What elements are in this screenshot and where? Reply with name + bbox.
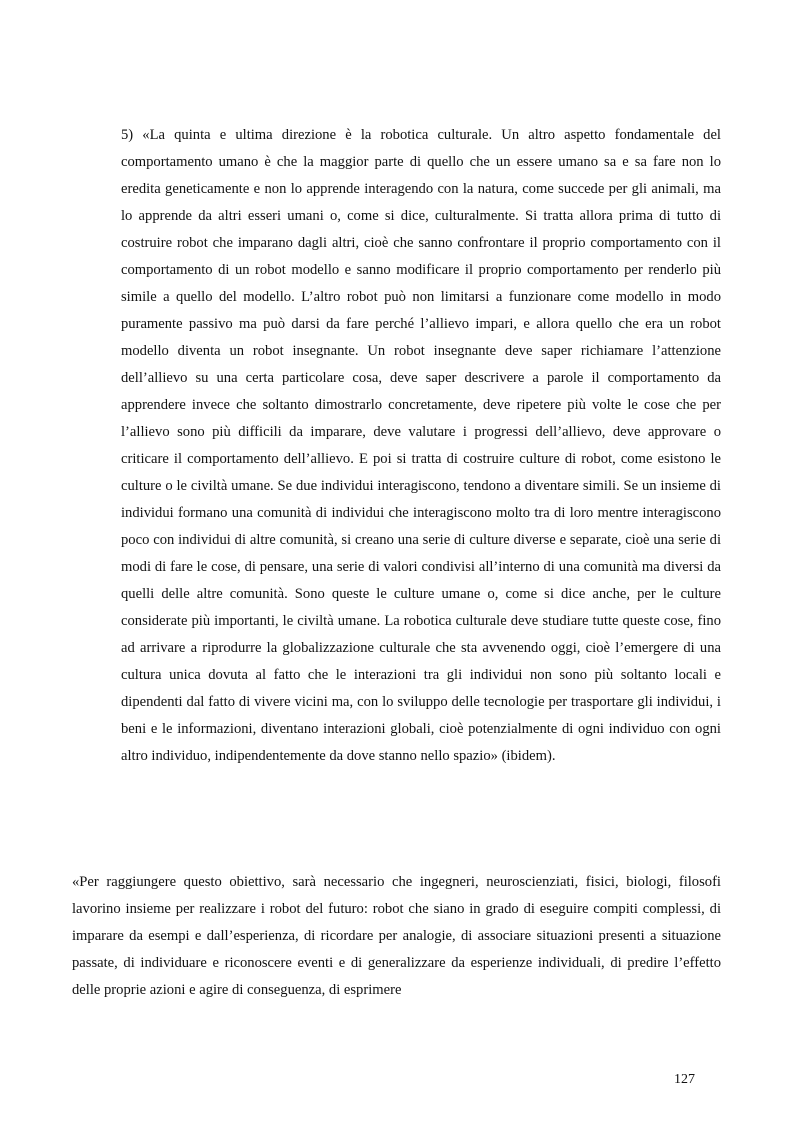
quote-paragraph: 5) «La quinta e ultima direzione è la robotica culturale. Un altro aspetto fondamentale del comportamento umano è che la maggior parte di quello che un essere umano sa e sa fare non lo eredita geneticamente e non lo apprende interagendo con la natura, come succede per gli animali, ma lo apprende da altri esseri umani o, come si dice, culturalmente. Si tratta allora prima di tutto di costruire robot che imparano dagli altri, cioè che sanno confrontare il proprio comportamento con il comportamento di un robot modello e sanno modificare il proprio comportamento per renderlo più simile a quello del modello. L’altro robot può non limitarsi a funzionare come modello in modo puramente passivo ma può darsi da fare perché l’allievo impari, e allora quello che era un robot modello diventa un robot insegnante. Un robot insegnante deve saper richiamare l’attenzione dell’allievo su una certa particolare cosa, deve saper descrivere a parole il comportamento da apprendere invece che soltanto dimostrarlo concretamente, deve ripetere più volte le cose che per l’allievo sono più difficili da imparare, deve valutare i progressi dell’allievo, deve approvare o criticare il comportamento dell’allievo. E poi si tratta di costruire culture di robot, come esistono le culture o le civiltà umane. Se due individui interagiscono, tendono a diventare simili. Se un insieme di individui formano una comunità di individui che interagiscono molto tra di loro mentre interagiscono poco con individui di altre comunità, si creano una serie di culture diverse e separate, cioè una serie di modi di fare le cose, di pensare, una serie di valori condivisi all’interno di una comunità ma diversi da quelli delle altre comunità. Sono queste le culture umane o, come si dice anche, per le culture considerate più importanti, le civiltà umane. La robotica culturale deve studiare tutte queste cose, fino ad arrivare a riprodurre la globalizzazione culturale che sta avvenendo oggi, cioè l’emergere di una cultura unica dovuta al fatto che le interazioni tra gli individui non sono più soltanto locali e dipendenti dal fatto di vivere vicini ma, con lo sviluppo delle tecnologie per trasportare gli individui, i beni e le informazioni, diventano interazioni globali, cioè potenzialmente di ogni individuo con ogni altro individuo, indipendentemente da dove stanno nello spazio» (ibidem). [121, 127, 721, 764]
body-paragraph: «Per raggiungere questo obiettivo, sarà necessario che ingegneri, neuroscienziati, fisici, biologi, filosofi lavorino insieme per realizzare i robot del futuro: robot che siano in grado di eseguire compiti complessi, di imparare da esempi e dall’esperienza, di ricordare per analogie, di associare situazioni presenti a situazione passate, di individuare e riconoscere eventi e di generalizzare da esperienze individuali, di predire l’effetto delle proprie azioni e agire di conseguenza, di esprimere [72, 874, 721, 998]
page-number: 127 [674, 1072, 695, 1087]
